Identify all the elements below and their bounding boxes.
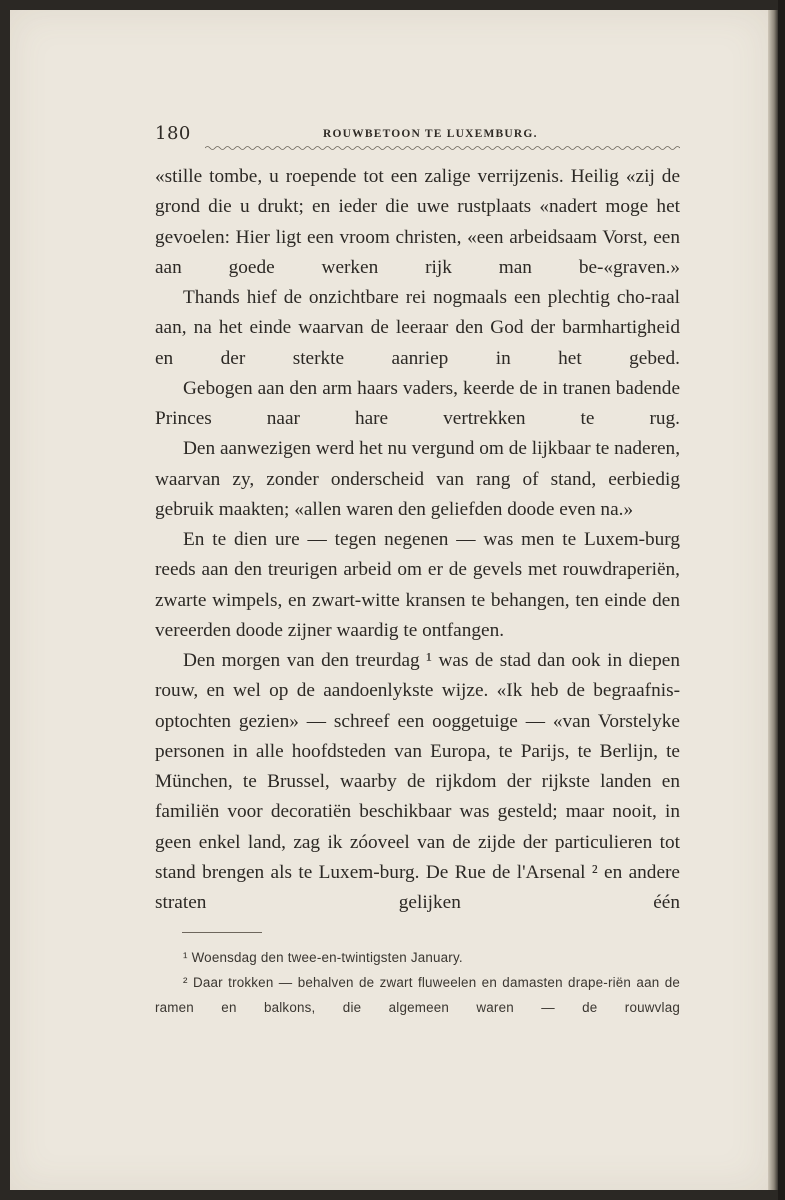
body-text bbox=[155, 162, 680, 918]
footnote: ¹ Woensdag den twee-en-twintigsten January. bbox=[183, 950, 463, 965]
paragraph: «stille tombe, u roepende tot een zalige verrijzenis. Heilig «zij de grond die u drukt; en ieder die uwe rustplaats «nadert moge het gevoelen: Hier ligt een vroom christen, «een arbeidsaam Vorst, een aan goede werken rijk man be-«graven.» bbox=[155, 166, 680, 278]
book-binding bbox=[778, 0, 785, 1200]
page-number: 180 bbox=[155, 123, 191, 144]
page-header bbox=[155, 123, 680, 153]
book-page bbox=[10, 10, 768, 1190]
page-edge-shadow bbox=[768, 10, 778, 1190]
paragraph: Den aanwezigen werd het nu vergund om de lijkbaar te naderen, waarvan zy, zonder onderscheid van rang of stand, eerbiedig gebruik maakten; «allen waren den geliefden doode even na.» bbox=[155, 438, 681, 520]
paragraph: Gebogen aan den arm haars vaders, keerde de in tranen badende Princes naar hare vertrekken te rug. bbox=[155, 377, 680, 429]
paragraph: Den morgen van den treurdag ¹ was de stad dan ook in diepen rouw, en wel op de aandoenlykste wijze. «Ik heb de begraafnis-optochten gezien» — schreef een ooggetuige — «van Vorstelyke personen in alle hoofdsteden van Europa, te Parijs, te Berlijn, te München, te Brussel, waarby de rijkdom der rijkste landen en familiën voor decoratiën beschikbaar was gesteld; maar nooit, in geen enkel land, zag ik zóoveel van de zijde der particulieren tot stand brengen als te Luxem-burg. De Rue de l'Arsenal ² en andere straten gelijken één bbox=[155, 650, 680, 913]
header-ornament-rule bbox=[205, 145, 680, 151]
footnote: ² Daar trokken — behalven de zwart fluweelen en damasten drape-riën aan de ramen en balkons, die algemeen waren — de rouwvlag bbox=[155, 975, 680, 1015]
paragraph: En te dien ure — tegen negenen — was men te Luxem-burg reeds aan den treurigen arbeid om er de gevels met rouwdraperiën, zwarte wimpels, en zwart-witte kransen te behangen, ten einde den vereerden doode zijner waardig te ontfangen. bbox=[155, 529, 680, 641]
paragraph: Thands hief de onzichtbare rei nogmaals een plechtig cho-raal aan, na het einde waarvan de leeraar den God der barmhartigheid en der sterkte aanriep in het gebed. bbox=[155, 287, 680, 369]
footnotes bbox=[155, 945, 680, 1020]
footnote-separator bbox=[182, 932, 262, 933]
running-title: ROUWBETOON TE LUXEMBURG. bbox=[323, 128, 538, 140]
